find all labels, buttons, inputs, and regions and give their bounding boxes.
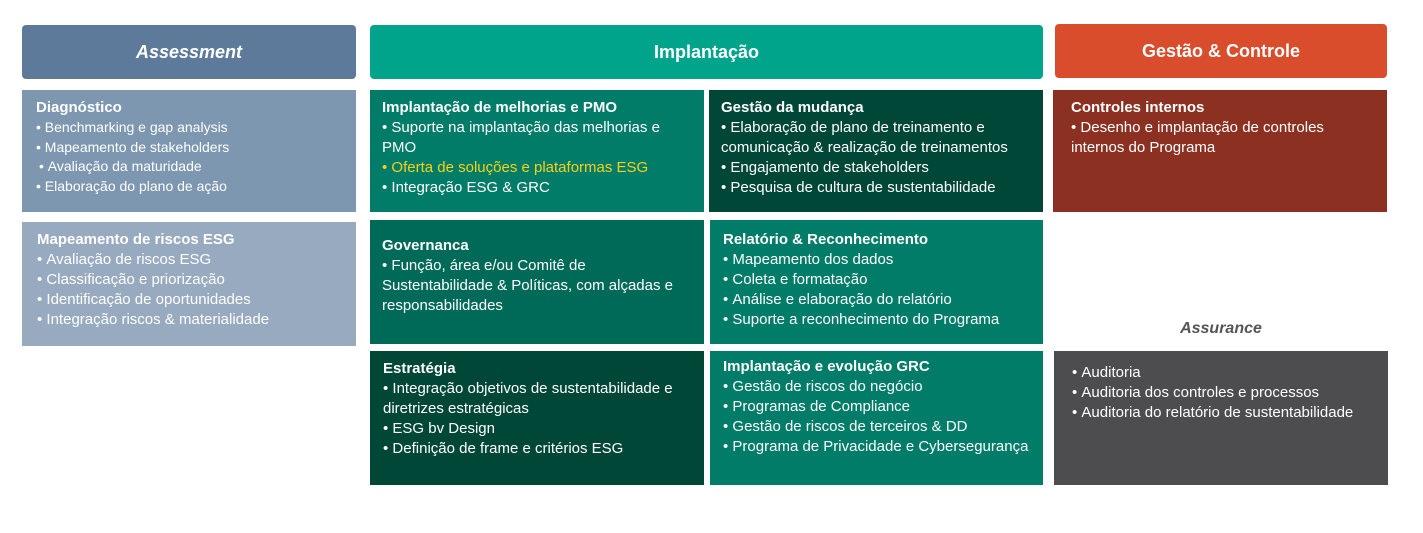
- governanca-box: [370, 220, 704, 344]
- list-item: • Integração objetivos de sustentabilidade e diretrizes estratégicas: [383, 379, 692, 419]
- estrategia-title: Estratégia: [383, 360, 456, 377]
- mudanca-title: Gestão da mudança: [721, 99, 864, 116]
- list-item: • Integração ESG & GRC: [382, 178, 692, 198]
- list-item: • Avaliação da maturidade: [36, 157, 344, 177]
- list-item: • Classificação e priorização: [37, 270, 344, 290]
- governanca-list: [382, 256, 692, 316]
- estrategia-box: [370, 351, 704, 485]
- list-item: • Avaliação de riscos ESG: [37, 250, 344, 270]
- implantacao-header: [370, 25, 1043, 79]
- list-item: • Integração riscos & materialidade: [37, 310, 344, 330]
- diagnostico-title: Diagnóstico: [36, 99, 122, 116]
- list-item: • Gestão de riscos do negócio: [723, 377, 1031, 397]
- riscos-title: Mapeamento de riscos ESG: [37, 231, 235, 248]
- list-item-highlighted: • Oferta de soluções e plataformas ESG: [382, 158, 692, 178]
- controles-list: [1071, 118, 1375, 158]
- diagnostico-list: [36, 118, 344, 196]
- list-item: • Programas de Compliance: [723, 397, 1031, 417]
- list-item: • Benchmarking e gap analysis: [36, 118, 344, 138]
- list-item: • Suporte a reconhecimento do Programa: [723, 310, 1031, 330]
- assurance-box: [1054, 351, 1388, 485]
- list-item: • Análise e elaboração do relatório: [723, 290, 1031, 310]
- melhorias-list: [382, 118, 692, 198]
- relatorio-box: [710, 220, 1043, 344]
- list-item: • Mapeamento dos dados: [723, 250, 1031, 270]
- list-item: • Auditoria do relatório de sustentabilidade: [1072, 403, 1376, 423]
- list-item: • Identificação de oportunidades: [37, 290, 344, 310]
- list-item: • Pesquisa de cultura de sustentabilidade: [721, 178, 1031, 198]
- riscos-list: [37, 250, 344, 330]
- melhorias-title: Implantação de melhorias e PMO: [382, 99, 618, 116]
- list-item: • Engajamento de stakeholders: [721, 158, 1031, 178]
- list-item: • Auditoria dos controles e processos: [1072, 383, 1376, 403]
- diagnostico-box: [22, 90, 356, 212]
- list-item: • Suporte na implantação das melhorias e PMO: [382, 118, 692, 158]
- list-item: • Programa de Privacidade e Cybersegurança: [723, 437, 1031, 457]
- relatorio-title: Relatório & Reconhecimento: [723, 231, 929, 248]
- assurance-label: Assurance: [1180, 320, 1262, 337]
- list-item: • Auditoria: [1072, 363, 1376, 383]
- estrategia-list: [383, 379, 692, 459]
- list-item: • Elaboração do plano de ação: [36, 177, 344, 197]
- implantacao-header-label: Implantação: [653, 41, 760, 62]
- list-item: • Elaboração de plano de treinamento e comunicação & realização de treinamentos: [721, 118, 1031, 158]
- mudanca-list: [721, 118, 1031, 198]
- mudanca-box: [709, 90, 1043, 212]
- assurance-list: [1072, 363, 1376, 423]
- grc-list: [723, 377, 1031, 457]
- list-item: • Função, área e/ou Comitê de Sustentabilidade & Políticas, com alçadas e responsabilidades: [382, 256, 692, 316]
- list-item: • Gestão de riscos de terceiros & DD: [723, 417, 1031, 437]
- list-item: • Desenho e implantação de controles internos do Programa: [1071, 118, 1375, 158]
- melhorias-box: [370, 90, 704, 212]
- controles-box: [1053, 90, 1387, 212]
- relatorio-list: [723, 250, 1031, 330]
- grc-title: Implantação e evolução GRC: [723, 358, 930, 375]
- assessment-header-label: Assessment: [135, 41, 243, 62]
- list-item: • Mapeamento de stakeholders: [36, 138, 344, 158]
- list-item: • ESG bv Design: [383, 419, 692, 439]
- gestao-header-label: Gestão & Controle: [1141, 40, 1301, 61]
- assessment-header: [22, 25, 356, 79]
- list-item: • Coleta e formatação: [723, 270, 1031, 290]
- riscos-box: [22, 222, 356, 346]
- grc-box: [710, 351, 1043, 485]
- list-item: • Definição de frame e critérios ESG: [383, 439, 692, 459]
- controles-title: Controles internos: [1071, 99, 1205, 116]
- gestao-header: [1055, 24, 1387, 78]
- governanca-title: Governanca: [382, 237, 469, 254]
